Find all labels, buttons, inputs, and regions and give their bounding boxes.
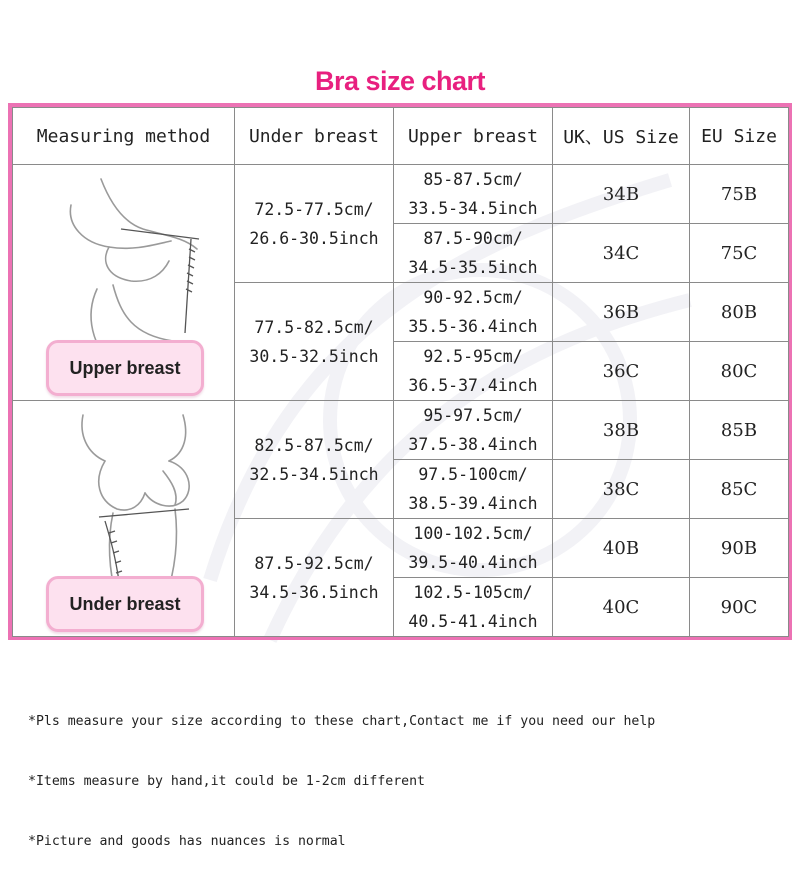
upper-breast-cm: 97.5-100cm/ [418,465,528,484]
size-table [12,107,789,637]
under-breast-range-cell [235,519,394,637]
under-breast-inch: 26.6-30.5inch [249,228,379,248]
header-measuring-method: Measuring method [13,108,235,165]
under-breast-range-cell [235,401,394,519]
under-breast-cm: 82.5-87.5cm/ [254,435,374,455]
eu-size-cell: 85C [690,460,789,519]
upper-breast-range-cell [394,283,553,342]
upper-breast-inch: 38.5-39.4inch [408,494,538,513]
under-breast-inch: 30.5-32.5inch [249,346,379,366]
header-row [13,108,789,165]
upper-breast-range-cell [394,578,553,637]
us-size-cell: 34C [553,224,690,283]
upper-breast-label: Upper breast [46,340,204,396]
upper-breast-cm: 87.5-90cm/ [423,229,523,248]
upper-breast-range-cell [394,224,553,283]
upper-breast-cm: 90-92.5cm/ [423,288,523,307]
note-line: *Picture and goods has nuances is normal [28,834,346,849]
under-breast-label: Under breast [46,576,204,632]
us-size-cell: 38C [553,460,690,519]
under-breast-inch: 34.5-36.5inch [249,582,379,602]
under-breast-range-cell [235,283,394,401]
eu-size-cell: 75C [690,224,789,283]
table-row [13,165,789,224]
upper-breast-inch: 34.5-35.5inch [408,258,538,277]
note-line: *Items measure by hand,it could be 1-2cm different [28,774,425,789]
upper-breast-inch: 36.5-37.4inch [408,376,538,395]
eu-size-cell: 80B [690,283,789,342]
header-under-breast: Under breast [235,108,394,165]
upper-breast-inch: 33.5-34.5inch [408,199,538,218]
upper-breast-range-cell [394,165,553,224]
table-row [13,401,789,460]
upper-breast-inch: 35.5-36.4inch [408,317,538,336]
upper-breast-method-cell [13,165,235,401]
upper-breast-inch: 39.5-40.4inch [408,553,538,572]
under-breast-inch: 32.5-34.5inch [249,464,379,484]
under-breast-cm: 72.5-77.5cm/ [254,199,374,219]
upper-breast-inch: 37.5-38.4inch [408,435,538,454]
header-us-size: UK、US Size [553,108,690,165]
upper-breast-cm: 85-87.5cm/ [423,170,523,189]
us-size-cell: 40C [553,578,690,637]
under-breast-method-cell [13,401,235,637]
upper-breast-range-cell [394,519,553,578]
upper-breast-inch: 40.5-41.4inch [408,612,538,631]
chart-title: Bra size chart [314,66,486,96]
header-upper-breast: Upper breast [394,108,553,165]
eu-size-cell: 75B [690,165,789,224]
eu-size-cell: 90C [690,578,789,637]
note-line: *Pls measure your size according to these chart,Contact me if you need our help [28,714,656,729]
us-size-cell: 34B [553,165,690,224]
under-breast-cm: 77.5-82.5cm/ [254,317,374,337]
eu-size-cell: 85B [690,401,789,460]
us-size-cell: 38B [553,401,690,460]
eu-size-cell: 90B [690,519,789,578]
upper-breast-range-cell [394,460,553,519]
under-breast-range-cell [235,165,394,283]
upper-breast-cm: 100-102.5cm/ [413,524,533,543]
header-eu-size: EU Size [690,108,789,165]
notes [28,672,655,872]
under-breast-cm: 87.5-92.5cm/ [254,553,374,573]
eu-size-cell: 80C [690,342,789,401]
upper-breast-cm: 92.5-95cm/ [423,347,523,366]
upper-breast-cm: 95-97.5cm/ [423,406,523,425]
upper-breast-range-cell [394,342,553,401]
us-size-cell: 36B [553,283,690,342]
us-size-cell: 36C [553,342,690,401]
upper-breast-range-cell [394,401,553,460]
upper-breast-cm: 102.5-105cm/ [413,583,533,602]
us-size-cell: 40B [553,519,690,578]
